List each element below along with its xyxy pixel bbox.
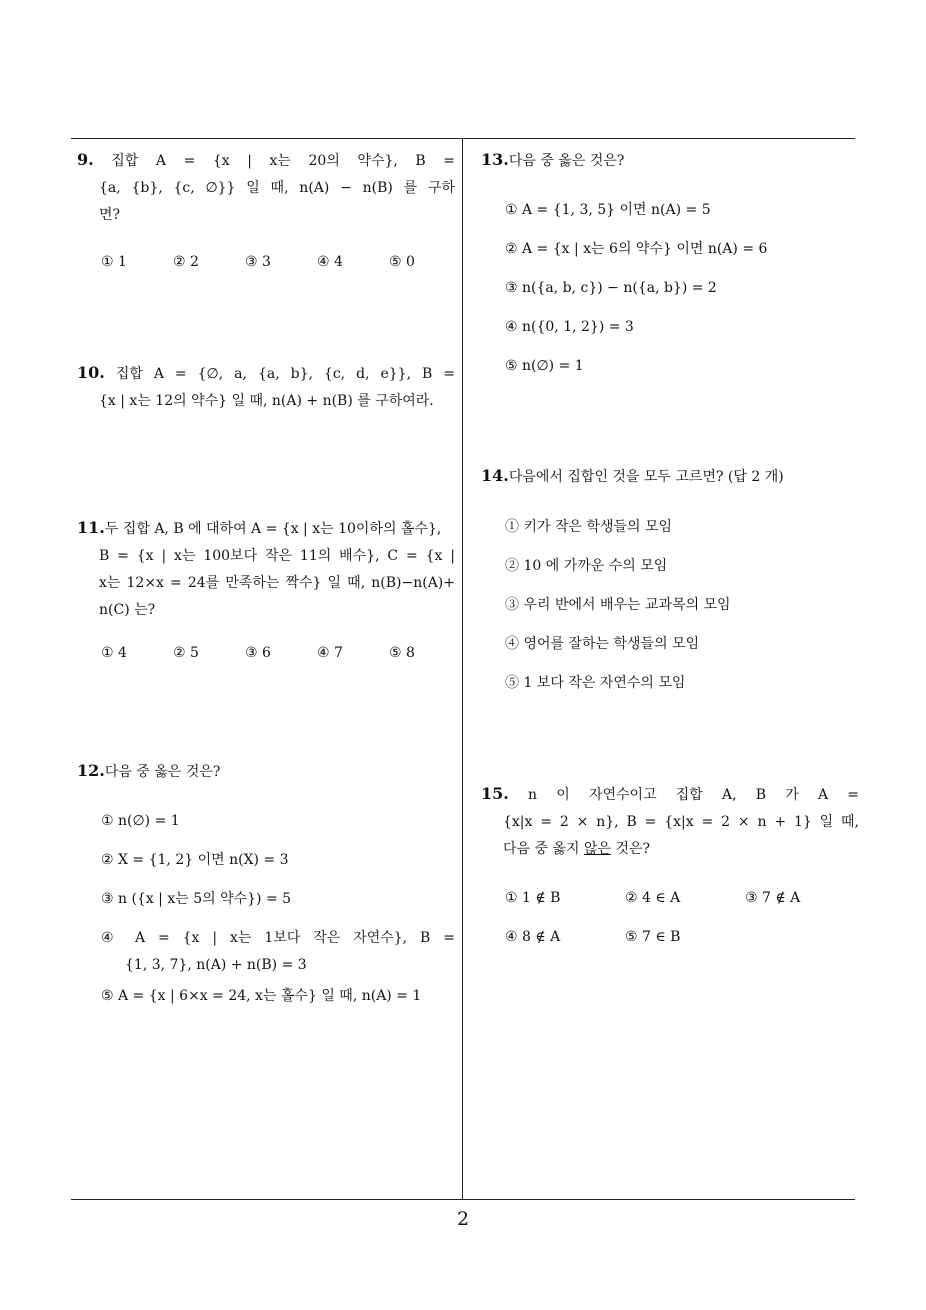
option-4[interactable]: ④ 7: [317, 645, 343, 661]
question-stem: 다음 중 옳은 것은?: [104, 764, 221, 780]
option-3[interactable]: ③ 6: [245, 645, 271, 661]
option-5[interactable]: ⑤ n(∅) = 1: [505, 358, 584, 374]
question-stem-line: 것은?: [611, 841, 651, 857]
question-stem-line: {x|x = 2 × n}, B = {x|x = 2 × n + 1} 일 때,: [503, 814, 859, 830]
option-row: [77, 640, 455, 667]
option-3[interactable]: ③ 우리 반에서 배우는 교과목의 모임: [505, 597, 731, 613]
question-14: [481, 462, 859, 709]
question-15: [481, 780, 859, 951]
option-row: [77, 249, 455, 276]
option-2[interactable]: ② 2: [173, 254, 199, 270]
question-stem-line: x는 12×x = 24를 만족하는 짝수} 일 때, n(B)−n(A)+: [99, 575, 455, 591]
option-4[interactable]: ④ A = {x | x는 1보다 작은 자연수}, B =: [101, 930, 455, 946]
question-number: 14.: [481, 466, 509, 485]
option-5[interactable]: ⑤ 7 ∈ B: [625, 929, 681, 945]
question-stem-line: n(C) 는?: [99, 602, 156, 618]
question-number: 15.: [481, 784, 509, 803]
option-1[interactable]: ① 4: [101, 645, 127, 661]
question-stem-line: 면?: [99, 207, 121, 223]
option-3[interactable]: ③ n({a, b, c}) − n({a, b}) = 2: [505, 280, 717, 296]
option-5[interactable]: ⑤ 1 보다 작은 자연수의 모임: [505, 675, 686, 691]
question-number: 12.: [77, 761, 105, 780]
question-9: [77, 146, 455, 276]
option-2[interactable]: ② A = {x | x는 6의 약수} 이면 n(A) = 6: [505, 241, 768, 257]
question-stem-line: 집합 A = {∅, a, {a, b}, {c, d, e}}, B =: [115, 366, 455, 382]
question-13: [481, 146, 859, 392]
option-1[interactable]: ① 1 ∉ B: [505, 890, 561, 906]
question-stem-line: 집합 A = {x | x는 20의 약수}, B =: [111, 153, 455, 169]
question-stem-line: n 이 자연수이고 집합 A, B 가 A =: [528, 787, 860, 803]
option-4[interactable]: ④ 8 ∉ A: [505, 929, 561, 945]
option-1[interactable]: ① 1: [101, 254, 127, 270]
option-4[interactable]: ④ 영어를 잘하는 학생들의 모임: [505, 636, 700, 652]
option-1[interactable]: ① A = {1, 3, 5} 이면 n(A) = 5: [505, 202, 711, 218]
option-list: [481, 197, 859, 380]
option-5[interactable]: ⑤ 8: [389, 645, 415, 661]
option-list: [77, 808, 455, 1010]
option-grid: [481, 885, 859, 951]
top-rule: [71, 138, 855, 139]
page-number: 2: [456, 1208, 470, 1230]
question-number: 10.: [77, 363, 105, 382]
question-10: [77, 359, 455, 415]
option-2[interactable]: ② 10 에 가까운 수의 모임: [505, 558, 668, 574]
option-2[interactable]: ② 4 ∈ A: [625, 890, 681, 906]
option-2[interactable]: ② X = {1, 2} 이면 n(X) = 3: [101, 852, 289, 868]
option-2[interactable]: ② 5: [173, 645, 199, 661]
question-stem-line: {x | x는 12의 약수} 일 때, n(A) + n(B) 를 구하여라.: [99, 393, 434, 409]
option-1[interactable]: ① 키가 작은 학생들의 모임: [505, 519, 673, 535]
question-stem: 다음 중 옳은 것은?: [508, 153, 625, 169]
underlined-keyword: 않은: [583, 841, 612, 857]
option-3[interactable]: ③ n ({x | x는 5의 약수}) = 5: [101, 891, 292, 907]
option-3[interactable]: ③ 7 ∉ A: [745, 890, 801, 906]
option-1[interactable]: ① n(∅) = 1: [101, 813, 180, 829]
option-5[interactable]: ⑤ A = {x | 6×x = 24, x는 홀수} 일 때, n(A) = 1: [101, 988, 422, 1004]
question-stem-line: 두 집합 A, B 에 대하여 A = {x | x는 10이하의 홀수},: [104, 521, 442, 537]
question-12: [77, 757, 455, 1022]
option-5[interactable]: ⑤ 0: [389, 254, 415, 270]
question-number: 13.: [481, 150, 509, 169]
question-stem-line: {a, {b}, {c, ∅}} 일 때, n(A) − n(B) 를 구하: [99, 180, 455, 196]
option-4[interactable]: ④ n({0, 1, 2}) = 3: [505, 319, 634, 335]
question-number: 11.: [77, 518, 105, 537]
option-4[interactable]: ④ 4: [317, 254, 343, 270]
option-4-continued: {1, 3, 7}, n(A) + n(B) = 3: [125, 957, 307, 973]
option-list: [481, 514, 859, 697]
question-stem: 다음에서 집합인 것을 모두 고르면? (답 2 개): [508, 469, 784, 485]
question-stem-line: 다음 중 옳지: [503, 841, 584, 857]
option-3[interactable]: ③ 3: [245, 254, 271, 270]
question-11: [77, 514, 455, 667]
column-divider: [462, 139, 463, 1199]
bottom-rule: [71, 1199, 855, 1200]
question-number: 9.: [77, 150, 94, 169]
question-stem-line: B = {x | x는 100보다 작은 11의 배수}, C = {x |: [99, 548, 455, 564]
